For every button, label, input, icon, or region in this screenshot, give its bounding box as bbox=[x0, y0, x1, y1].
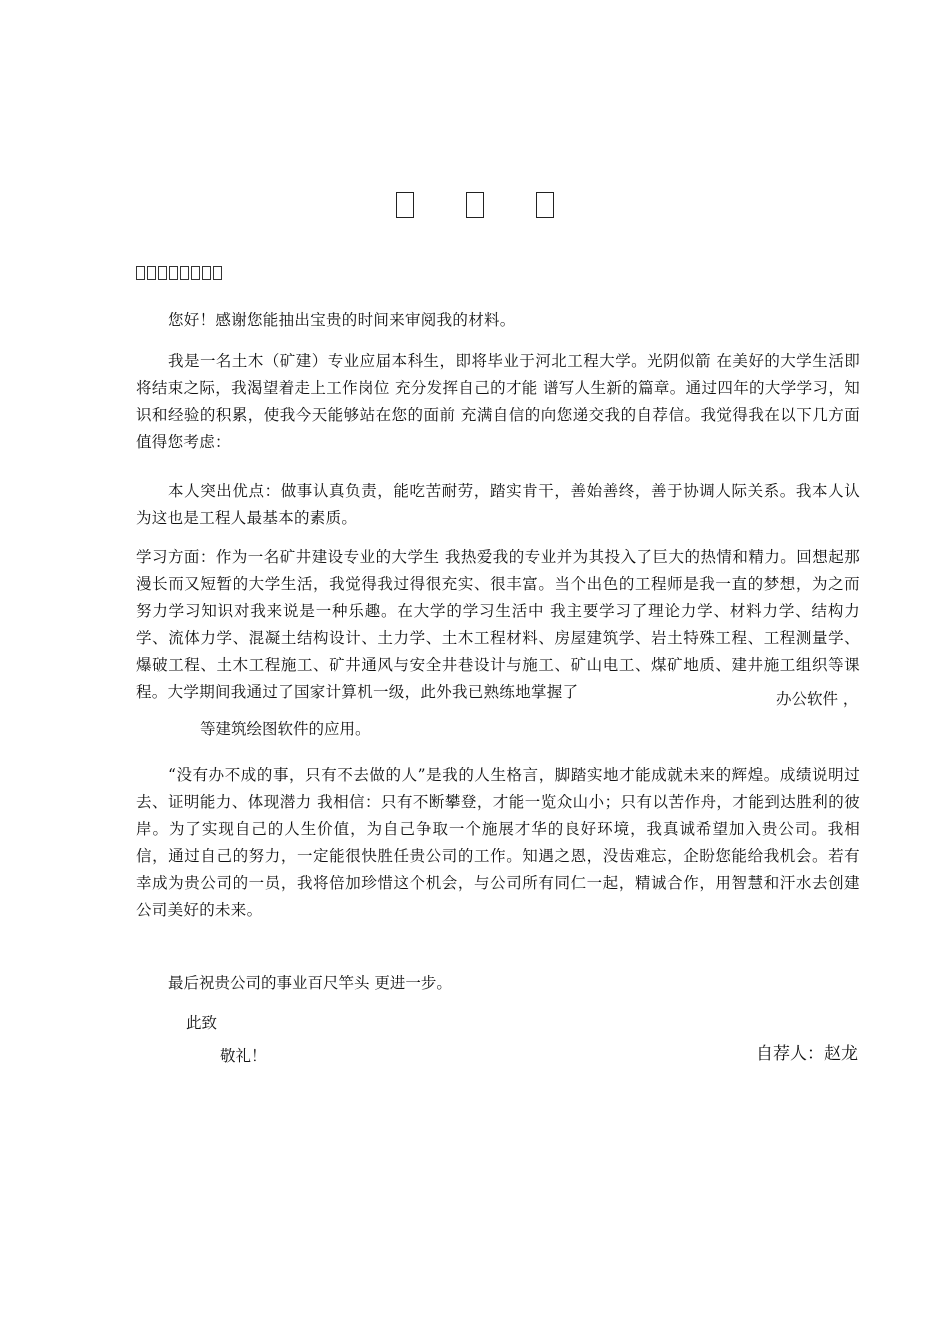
salutation-glyph bbox=[147, 266, 156, 280]
salutation-glyph bbox=[169, 266, 178, 280]
title-glyph-2 bbox=[466, 192, 484, 218]
closing-jing-li: 敬礼！ bbox=[220, 1047, 267, 1065]
title-glyph-1 bbox=[396, 192, 414, 218]
salutation-glyph bbox=[191, 266, 200, 280]
strengths-paragraph: 本人突出优点：做事认真负责，能吃苦耐劳，踏实肯干，善始善终，善于协调人际关系。我本人认为这也是工程人最基本的素质。 bbox=[136, 482, 860, 527]
salutation-glyph bbox=[213, 266, 222, 280]
motto-paragraph: “没有办不成的事，只有不去做的人”是我的人生格言，脚踏实地才能成就未来的辉煌。成绩说明过去、证明能力、体现潜力 我相信：只有不断攀登，才能一览众山小；只有以苦作舟，才能到达胜利的彼岸。为了实现自己的人生价值，为自己争取一个施展才华的良好环境，我真诚希望加入贵公司。我相信，通过自己的努力，一定能很快胜任贵公司的工作。知遇之恩，没齿难忘，企盼您能给我机会。若有幸成为贵公司的一员，我将倍加珍惜这个机会，与公司所有同仁一起，精诚合作，用智慧和汗水去创建公司美好的未来。 bbox=[136, 766, 860, 919]
greeting-paragraph: 您好！感谢您能抽出宝贵的时间来审阅我的材料。 bbox=[168, 311, 516, 329]
study-paragraph: 学习方面：作为一名矿井建设专业的大学生 我热爱我的专业并为其投入了巨大的热情和精力。回想起那漫长而又短暂的大学生活，我觉得我过得很充实、很丰富。当个出色的工程师是我一直的梦想，为之而努力学习知识对我来说是一种乐趣。在大学的学习生活中 我主要学习了理论力学、材料力学、结构力学、流体力学、混凝土结构设计、土力学、土木工程材料、房屋建筑学、岩土特殊工程、工程测量学、爆破工程、土木工程施工、矿井通风与安全井巷设计与施工、矿山电工、煤矿地质、建井施工组织等课程。大学期间我通过了国家计算机一级，此外我已熟练地掌握了 bbox=[136, 548, 860, 701]
salutation-line bbox=[136, 266, 223, 280]
signature: 自荐人：赵龙 bbox=[756, 1044, 858, 1064]
salutation-glyph bbox=[180, 266, 189, 280]
study-tail-text: 等建筑绘图软件的应用。 bbox=[200, 720, 371, 738]
closing-wish: 最后祝贵公司的事业百尺竿头 更进一步。 bbox=[168, 974, 452, 992]
salutation-glyph bbox=[158, 266, 167, 280]
title-glyph-3 bbox=[536, 192, 554, 218]
study-software-text: 办公软件 ， bbox=[776, 690, 859, 708]
salutation-glyph bbox=[136, 266, 145, 280]
salutation-glyph bbox=[202, 266, 211, 280]
letter-title bbox=[0, 192, 950, 218]
intro-paragraph: 我是一名土木（矿建）专业应届本科生，即将毕业于河北工程大学。光阴似箭 在美好的大学生活即将结束之际，我渴望着走上工作岗位 充分发挥自己的才能 谱写人生新的篇章。通过四年的大学学习，知识和经验的积累，使我今天能够站在您的面前 充满自信的向您递交我的自荐信。我觉得我在以下几方面值得您考虑： bbox=[136, 352, 860, 451]
closing-ci-zhi: 此致 bbox=[186, 1014, 218, 1032]
